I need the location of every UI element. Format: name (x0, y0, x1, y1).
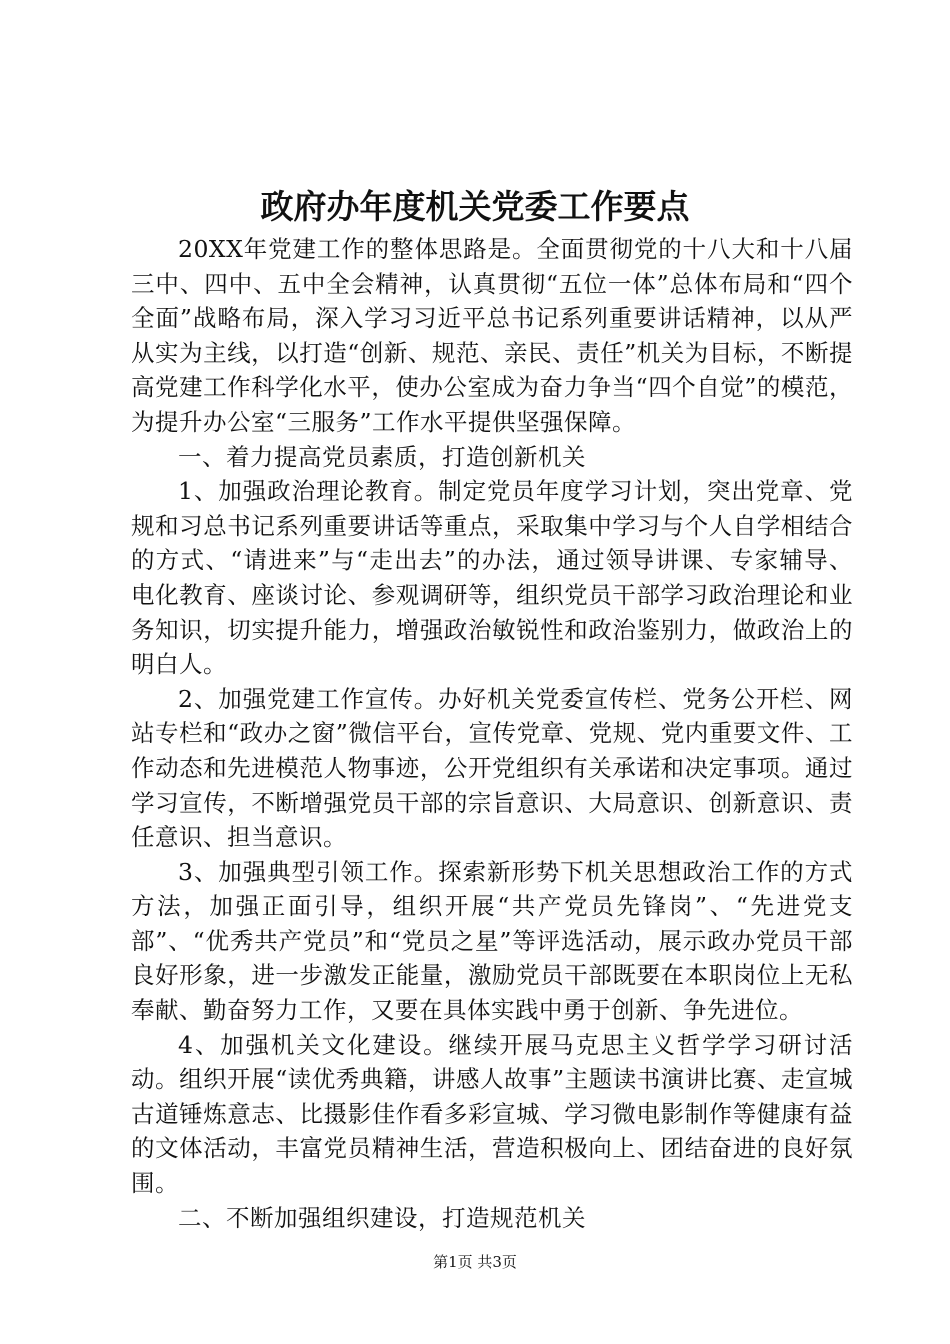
section-heading-2: 二、不断加强组织建设，打造规范机关 (178, 1203, 586, 1232)
item-paragraph-4: 4、加强机关文化建设。继续开展马克思主义哲学学习研讨活动。组织开展“读优秀典籍，讲感人故事”主题读书演讲比赛、走宣城古道锤炼意志、比摄影佳作看多彩宣城、学习微电影制作等健康有益的文体活动，丰富党员精神生活，营造积极向上、团结奋进的良好氛围。 (131, 1030, 853, 1198)
item-paragraph-2: 2、加强党建工作宣传。办好机关党委宣传栏、党务公开栏、网站专栏和“政办之窗”微信平台，宣传党章、党规、党内重要文件、工作动态和先进模范人物事迹，公开党组织有关承诺和决定事项。通过学习宣传，不断增强党员干部的宗旨意识、大局意识、创新意识、责任意识、担当意识。 (131, 684, 853, 852)
section-heading-1: 一、着力提高党员素质，打造创新机关 (178, 442, 586, 471)
item-paragraph-3: 3、加强典型引领工作。探索新形势下机关思想政治工作的方式方法，加强正面引导，组织开展“共产党员先锋岗”、“先进党支部”、“优秀共产党员”和“党员之星”等评选活动，展示政办党员干部良好形象，进一步激发正能量，激励党员干部既要在本职岗位上无私奉献、勤奋努力工作，又要在具体实践中勇于创新、争先进位。 (131, 857, 853, 1025)
document-title: 政府办年度机关党委工作要点 (260, 187, 690, 226)
intro-paragraph: 20XX年党建工作的整体思路是。全面贯彻党的十八大和十八届三中、四中、五中全会精神，认真贯彻“五位一体”总体布局和“四个全面”战略布局，深入学习习近平总书记系列重要讲话精神，以从严从实为主线，以打造“创新、规范、亲民、责任”机关为目标，不断提高党建工作科学化水平，使办公室成为奋力争当“四个自觉”的模范，为提升办公室“三服务”工作水平提供坚强保障。 (131, 235, 853, 436)
item-paragraph-1: 1、加强政治理论教育。制定党员年度学习计划，突出党章、党规和习总书记系列重要讲话等重点，采取集中学习与个人自学相结合的方式、“请进来”与“走出去”的办法，通过领导讲课、专家辅导、电化教育、座谈讨论、参观调研等，组织党员干部学习政治理论和业务知识，切实提升能力，增强政治敏锐性和政治鉴别力，做政治上的明白人。 (131, 477, 853, 679)
page-number-footer: 第1页 共3页 (433, 1253, 517, 1271)
document-body (131, 232, 853, 1235)
